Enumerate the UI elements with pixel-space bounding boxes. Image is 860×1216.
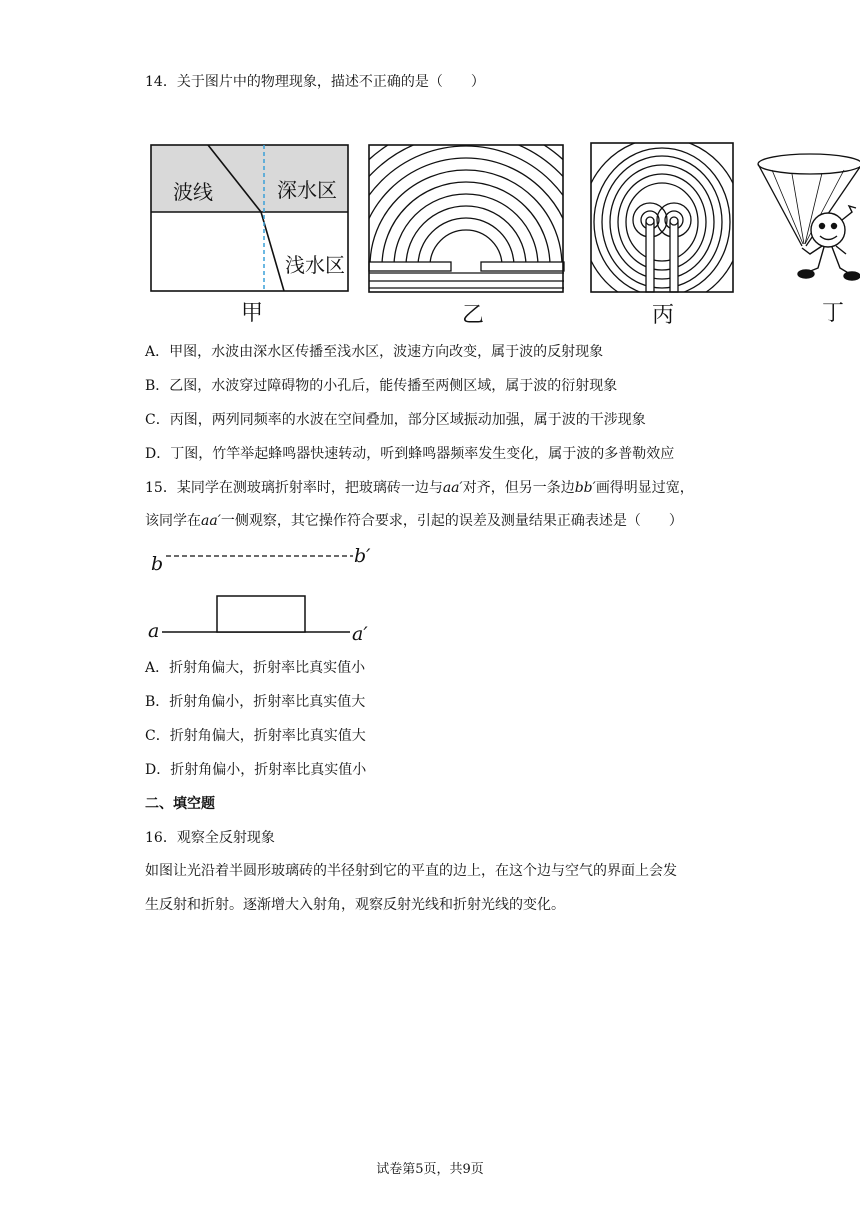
q15-stem-line1: 15．某同学在测玻璃折射率时，把玻璃砖一边与aa′对齐，但另一条边bb′画得明显过宽， xyxy=(145,480,694,496)
q14-option-b: B．乙图，水波穿过障碍物的小孔后，能传播至两侧区域，属于波的衍射现象 xyxy=(145,378,618,394)
q14-option-c: C．丙图，两列同频率的水波在空间叠加，部分区域振动加强，属于波的干涉现象 xyxy=(145,412,646,428)
q16-text-line1: 如图让光沿着半圆形玻璃砖的半径射到它的平直的边上，在这个边与空气的界面上会发 xyxy=(145,863,677,879)
figure-yi xyxy=(368,144,565,294)
q15-option-c: C．折射角偏大，折射率比真实值大 xyxy=(145,728,366,744)
q15-option-a: A．折射角偏大，折射率比真实值小 xyxy=(145,660,366,676)
label-wave-line: 波线 xyxy=(173,180,213,204)
figure-bing xyxy=(590,142,735,294)
caption-jia: 甲 xyxy=(241,301,264,326)
q15-stem-line2: 该同学在aa′一侧观察，其它操作符合要求，引起的误差及测量结果正确表述是（ ） xyxy=(145,513,683,529)
q15-option-d: D．折射角偏小，折射率比真实值小 xyxy=(145,762,367,778)
page-footer: 试卷第5页，共9页 xyxy=(376,1162,484,1177)
label-deep-water: 深水区 xyxy=(277,178,337,202)
q16-text-line2: 生反射和折射。逐渐增大入射角，观察反射光线和折射光线的变化。 xyxy=(145,897,565,913)
q16-title: 16．观察全反射现象 xyxy=(145,830,275,846)
q14-stem: 14．关于图片中的物理现象，描述不正确的是（ ） xyxy=(145,74,485,90)
label-b-prime: b′ xyxy=(354,545,371,567)
caption-yi: 乙 xyxy=(462,303,485,328)
label-shallow-water: 浅水区 xyxy=(285,253,345,277)
caption-bing: 丙 xyxy=(652,303,675,328)
label-a: a xyxy=(148,620,160,642)
label-a-prime: a′ xyxy=(352,623,368,645)
label-b: b xyxy=(151,553,164,575)
q14-option-a: A．甲图，水波由深水区传播至浅水区，波速方向改变，属于波的反射现象 xyxy=(145,344,604,360)
q14-option-d: D．丁图，竹竿举起蜂鸣器快速转动，听到蜂鸣器频率发生变化，属于波的多普勒效应 xyxy=(145,446,675,462)
q15-option-b: B．折射角偏小，折射率比真实值大 xyxy=(145,694,366,710)
figure-ding xyxy=(752,150,860,292)
caption-ding: 丁 xyxy=(822,301,845,326)
section-heading: 二、填空题 xyxy=(145,796,215,812)
glass-block xyxy=(217,596,305,632)
